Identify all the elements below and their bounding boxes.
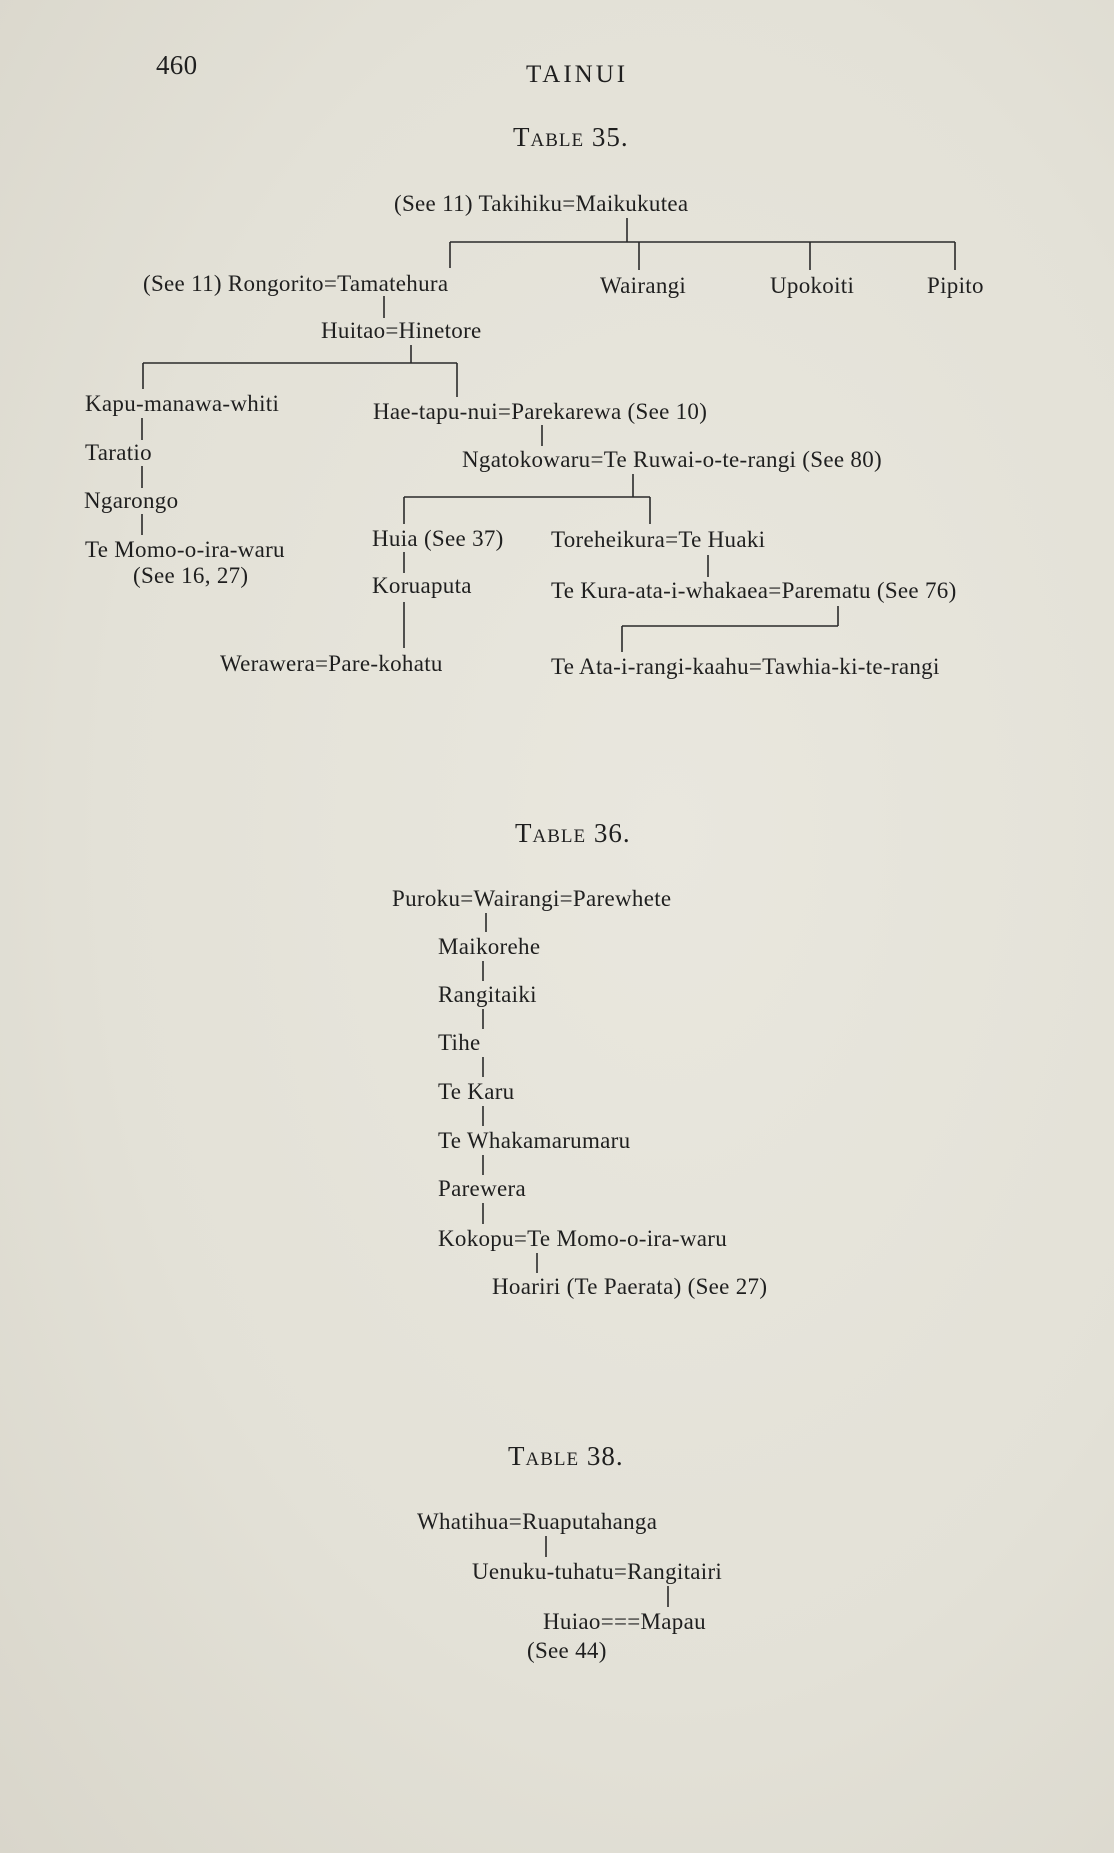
t36-kokopu-couple: Kokopu=Te Momo-o-ira-waru: [438, 1226, 728, 1251]
t36-puroku-couple: Puroku=Wairangi=Parewhete: [392, 886, 672, 911]
t35-te-kura-couple: Te Kura-ata-i-whakaea=Parematu (See 76): [551, 578, 957, 603]
table-35-title: Table 35.: [513, 122, 629, 152]
running-title: TAINUI: [526, 61, 629, 88]
t35-takihiku-couple: (See 11) Takihiku=Maikukutea: [394, 191, 689, 216]
table-36-title: Table 36.: [515, 818, 631, 848]
t35-huia: Huia (See 37): [372, 526, 504, 551]
t35-taratio: Taratio: [85, 440, 152, 465]
t36-descendant: Parewera: [438, 1176, 526, 1201]
t35-huitao-couple: Huitao=Hinetore: [321, 318, 482, 343]
t35-upokoiti: Upokoiti: [770, 273, 855, 298]
t35-ngarongo: Ngarongo: [84, 488, 179, 513]
t36-descendant: Rangitaiki: [438, 982, 537, 1007]
t35-kapu: Kapu-manawa-whiti: [85, 391, 280, 416]
t35-toreheikura-couple: Toreheikura=Te Huaki: [551, 527, 766, 552]
table-38-title: Table 38.: [508, 1441, 624, 1471]
t35-te-momo: Te Momo-o-ira-waru: [85, 537, 285, 562]
t38-huiao-couple: Huiao===Mapau: [543, 1609, 706, 1634]
t35-wairangi: Wairangi: [600, 273, 687, 298]
t35-hae-couple: Hae-tapu-nui=Parekarewa (See 10): [373, 399, 708, 424]
page-number: 460: [156, 50, 198, 80]
t35-koruaputa: Koruaputa: [372, 573, 472, 598]
t38-uenuku-couple: Uenuku-tuhatu=Rangitairi: [472, 1559, 723, 1584]
t35-ngatoko-couple: Ngatokowaru=Te Ruwai-o-te-rangi (See 80): [462, 447, 882, 472]
t35-te-ata-couple: Te Ata-i-rangi-kaahu=Tawhia-ki-te-rangi: [551, 654, 940, 679]
t35-te-momo-ref: (See 16, 27): [133, 563, 249, 588]
t36-hoariri: Hoariri (Te Paerata) (See 27): [492, 1274, 768, 1299]
t36-descendant: Te Whakamarumaru: [438, 1128, 631, 1153]
t36-descendant: Te Karu: [438, 1079, 515, 1104]
t38-huiao-ref: (See 44): [527, 1638, 607, 1663]
t35-rongorito-couple: (See 11) Rongorito=Tamatehura: [143, 271, 449, 296]
t38-whatihua-couple: Whatihua=Ruaputahanga: [417, 1509, 658, 1534]
t35-werawera-couple: Werawera=Pare-kohatu: [220, 651, 443, 676]
t36-descendant: Tihe: [438, 1030, 481, 1055]
t36-descendant: Maikorehe: [438, 934, 541, 959]
t35-pipito: Pipito: [927, 273, 984, 298]
